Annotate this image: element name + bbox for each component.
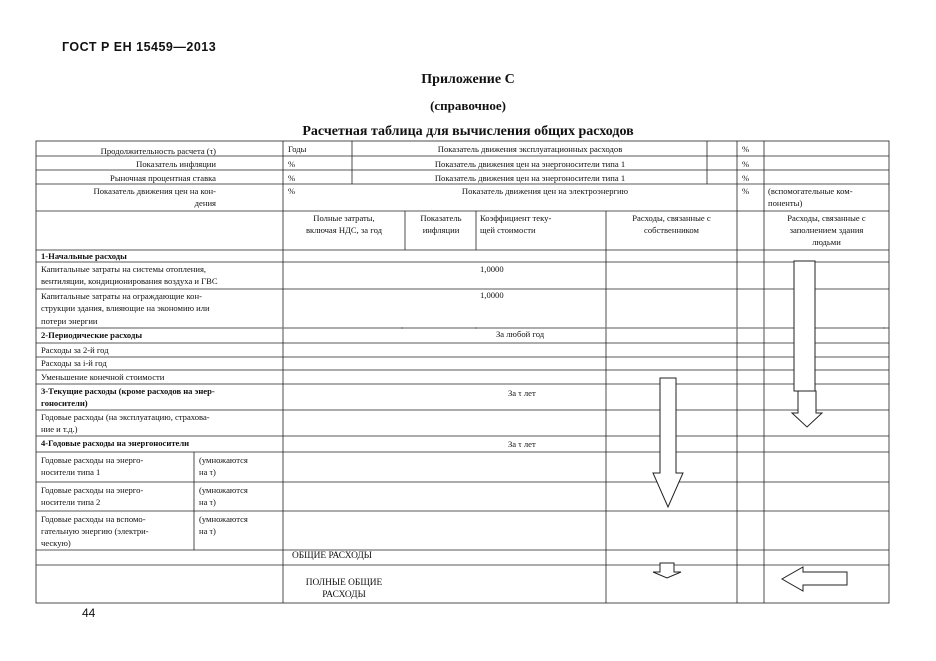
mult-2: на τ) <box>199 467 216 477</box>
row-annual-ops-1: Годовые расходы (на эксплуатацию, страхова- <box>41 412 210 422</box>
param-inflation: Показатель инфляции <box>136 159 216 169</box>
row-en1-2: носители типа 1 <box>41 467 101 477</box>
standard-code: ГОСТ Р ЕН 15459—2013 <box>62 40 217 54</box>
row-periodic: 2-Периодические расходы <box>41 330 143 340</box>
total-costs: ОБЩИЕ РАСХОДЫ <box>292 551 372 561</box>
row-running-2: гоносители) <box>41 398 88 408</box>
long-down-arrow-shaft <box>794 261 815 391</box>
param-ops-price: Показатель движения эксплуатационных расходов <box>437 144 623 154</box>
row-en2-1: Годовые расходы на энерго- <box>41 485 144 495</box>
running-note: За τ лет <box>508 388 536 398</box>
page-number: 44 <box>82 606 96 620</box>
col-total-cost-2: включая НДС, за год <box>305 225 383 235</box>
energy-note: За τ лет <box>508 439 536 449</box>
annex-title: Приложение С <box>421 72 515 87</box>
row-en2-2: носители типа 2 <box>41 497 101 507</box>
mult-1: (умножаются <box>199 514 248 524</box>
param-energy-type1-b: Показатель движения цен на энергоносители типа 1 <box>434 173 626 183</box>
mult-2: на τ) <box>199 526 216 536</box>
col-owner-1: Расходы, связанные с <box>632 213 711 223</box>
col-occupancy-3: людьми <box>812 237 841 247</box>
col-total-cost-1: Полные затраты, <box>313 213 375 223</box>
grand-total-2: РАСХОДЫ <box>322 590 366 600</box>
row-annual-ops-2: ние и т.д.) <box>41 424 78 434</box>
left-arrow-icon <box>782 567 847 591</box>
param-pct: % <box>288 186 296 196</box>
mult-1: (умножаются <box>199 485 248 495</box>
table-title: Расчетная таблица для вычисления общих расходов <box>302 124 634 139</box>
col-coef-1: Коэффициент теку- <box>480 213 552 223</box>
row-cap-envelope-3: потери энергии <box>41 316 98 326</box>
param-years: Годы <box>288 144 307 154</box>
cap-envelope-value: 1,0000 <box>480 290 504 300</box>
param-pct: % <box>742 186 750 196</box>
row-energy-annual: 4-Годовые расходы на энергоносители <box>41 438 190 448</box>
row-cap-envelope-2: струкции здания, влияющие на экономию или <box>41 303 210 313</box>
param-duration: Продолжительность расчета (τ) <box>100 146 216 156</box>
param-energy-type1-a: Показатель движения цен на энергоносители типа 1 <box>434 159 626 169</box>
row-initial: 1-Начальные расходы <box>41 251 127 261</box>
param-pct: % <box>742 159 750 169</box>
down-arrow-icon <box>653 378 683 507</box>
col-occupancy-1: Расходы, связанные с <box>787 213 866 223</box>
param-energy-price-1: Показатель движения цен на кон- <box>93 186 216 196</box>
col-inflation-2: инфляции <box>422 225 460 235</box>
row-aux-2: гательную энергию (электри- <box>41 526 149 536</box>
mult-1: (умножаются <box>199 455 248 465</box>
row-aux-1: Годовые расходы на вспомо- <box>41 514 146 524</box>
col-inflation-1: Показатель <box>420 213 462 223</box>
cap-heating-value: 1,0000 <box>480 264 504 274</box>
param-electricity-price: Показатель движения цен на электроэнергию <box>461 186 629 196</box>
down-arrow-icon <box>792 391 822 427</box>
row-year2: Расходы за 2-й год <box>41 345 109 355</box>
param-pct: % <box>742 173 750 183</box>
row-cap-heating-1: Капитальные затраты на системы отопления, <box>41 264 207 274</box>
col-coef-2: щей стоимости <box>480 225 536 235</box>
param-aux-2: поненты) <box>768 198 803 208</box>
row-residual: Уменьшение конечной стоимости <box>41 372 165 382</box>
row-aux-3: ческую) <box>41 538 71 548</box>
param-energy-price-2: дения <box>194 198 216 208</box>
col-owner-2: собственником <box>644 225 699 235</box>
param-pct: % <box>288 173 296 183</box>
grand-total-1: ПОЛНЫЕ ОБЩИЕ <box>305 578 383 588</box>
param-pct: % <box>288 159 296 169</box>
param-pct: % <box>742 144 750 154</box>
row-cap-heating-2: вентиляции, кондиционирования воздуха и ГВС <box>41 276 218 286</box>
mult-2: на τ) <box>199 497 216 507</box>
row-cap-envelope-1: Капитальные затраты на ограждающие кон- <box>41 291 202 301</box>
periodic-note: За любой год <box>496 329 545 339</box>
annex-type: (справочное) <box>430 98 506 113</box>
col-occupancy-2: заполнением здания <box>789 225 864 235</box>
row-running-1: 3-Текущие расходы (кроме расходов на энер- <box>41 386 215 396</box>
param-aux-1: (вспомогательные ком- <box>768 186 853 196</box>
row-en1-1: Годовые расходы на энерго- <box>41 455 144 465</box>
param-market-rate: Рыночная процентная ставка <box>110 173 216 183</box>
row-yeari: Расходы за i-й год <box>41 358 107 368</box>
